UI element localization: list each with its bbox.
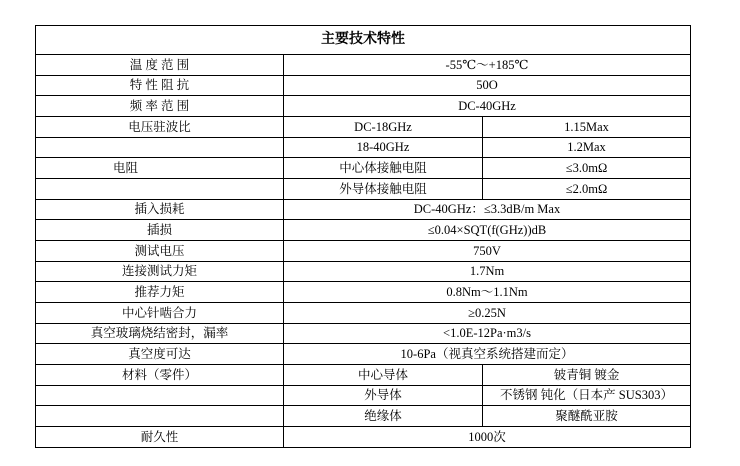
table-title-row	[36, 26, 691, 55]
spec-row-materials-outer-conductor	[36, 385, 691, 406]
spec-row-temperature-range	[36, 55, 691, 76]
spec-sub-item: 18-40GHz	[284, 137, 483, 158]
spec-sub-item: 外导体接触电阻	[284, 179, 483, 200]
spec-label: 测试电压	[36, 241, 284, 262]
spec-value: ≥0.25N	[284, 303, 691, 324]
spec-value: 750V	[284, 241, 691, 262]
spec-label: 真空玻璃烧结密封，漏率	[36, 323, 284, 344]
spec-row-resistance-continued	[36, 179, 691, 200]
spec-value: 10-6Pa（视真空系统搭建而定）	[284, 344, 691, 365]
spec-row-frequency-range	[36, 96, 691, 117]
spec-sub-item: 中心体接触电阻	[284, 158, 483, 179]
spec-sub-item: 绝缘体	[284, 406, 483, 427]
spec-label: 电阻	[36, 158, 284, 179]
spec-label: 频 率 范 围	[36, 96, 284, 117]
spec-row-resistance	[36, 158, 691, 179]
spec-label: 特 性 阻 抗	[36, 75, 284, 96]
spec-label: 温 度 范 围	[36, 55, 284, 76]
spec-value: ≤3.0mΩ	[483, 158, 691, 179]
spec-label-empty	[36, 137, 284, 158]
spec-label: 中心针啮合力	[36, 303, 284, 324]
spec-label-empty	[36, 385, 284, 406]
spec-row-materials	[36, 365, 691, 386]
spec-row-vacuum-seal-leak-rate	[36, 323, 691, 344]
spec-label: 电压驻波比	[36, 117, 284, 138]
spec-label: 连接测试力矩	[36, 261, 284, 282]
spec-row-characteristic-impedance	[36, 75, 691, 96]
spec-label: 推荐力矩	[36, 282, 284, 303]
spec-label: 材料（零件）	[36, 365, 284, 386]
spec-row-insertion-loss	[36, 199, 691, 220]
spec-row-vacuum-level	[36, 344, 691, 365]
spec-value: 铍青铜 镀金	[483, 365, 691, 386]
spec-sub-item: 中心导体	[284, 365, 483, 386]
spec-row-durability	[36, 427, 691, 448]
spec-sub-item: DC-18GHz	[284, 117, 483, 138]
spec-label: 插入损耗	[36, 199, 284, 220]
spec-label: 真空度可达	[36, 344, 284, 365]
spec-sub-item: 外导体	[284, 385, 483, 406]
spec-row-materials-insulator	[36, 406, 691, 427]
spec-table	[35, 25, 691, 448]
spec-value: 1.2Max	[483, 137, 691, 158]
spec-value: ≤2.0mΩ	[483, 179, 691, 200]
spec-row-recommended-torque	[36, 282, 691, 303]
spec-label: 耐久性	[36, 427, 284, 448]
spec-row-vswr	[36, 117, 691, 138]
table-title: 主要技术特性	[36, 26, 691, 55]
spec-label-empty	[36, 406, 284, 427]
spec-value: 不锈钢 钝化（日本产 SUS303）	[483, 385, 691, 406]
spec-row-vswr-continued	[36, 137, 691, 158]
spec-value: -55℃～+185℃	[284, 55, 691, 76]
spec-value: 50O	[284, 75, 691, 96]
spec-label-empty	[36, 179, 284, 200]
spec-row-connection-test-torque	[36, 261, 691, 282]
spec-row-insertion-loss-formula	[36, 220, 691, 241]
spec-value: 1000次	[284, 427, 691, 448]
spec-value: 0.8Nm～1.1Nm	[284, 282, 691, 303]
spec-value: 1.15Max	[483, 117, 691, 138]
spec-value: DC-40GHz	[284, 96, 691, 117]
spec-value: DC-40GHz：≤3.3dB/m Max	[284, 199, 691, 220]
spec-value: 1.7Nm	[284, 261, 691, 282]
spec-row-center-pin-engagement-force	[36, 303, 691, 324]
spec-value: <1.0E-12Pa·m3/s	[284, 323, 691, 344]
spec-row-test-voltage	[36, 241, 691, 262]
spec-value: ≤0.04×SQT(f(GHz))dB	[284, 220, 691, 241]
spec-value: 聚醚酰亚胺	[483, 406, 691, 427]
spec-label: 插损	[36, 220, 284, 241]
